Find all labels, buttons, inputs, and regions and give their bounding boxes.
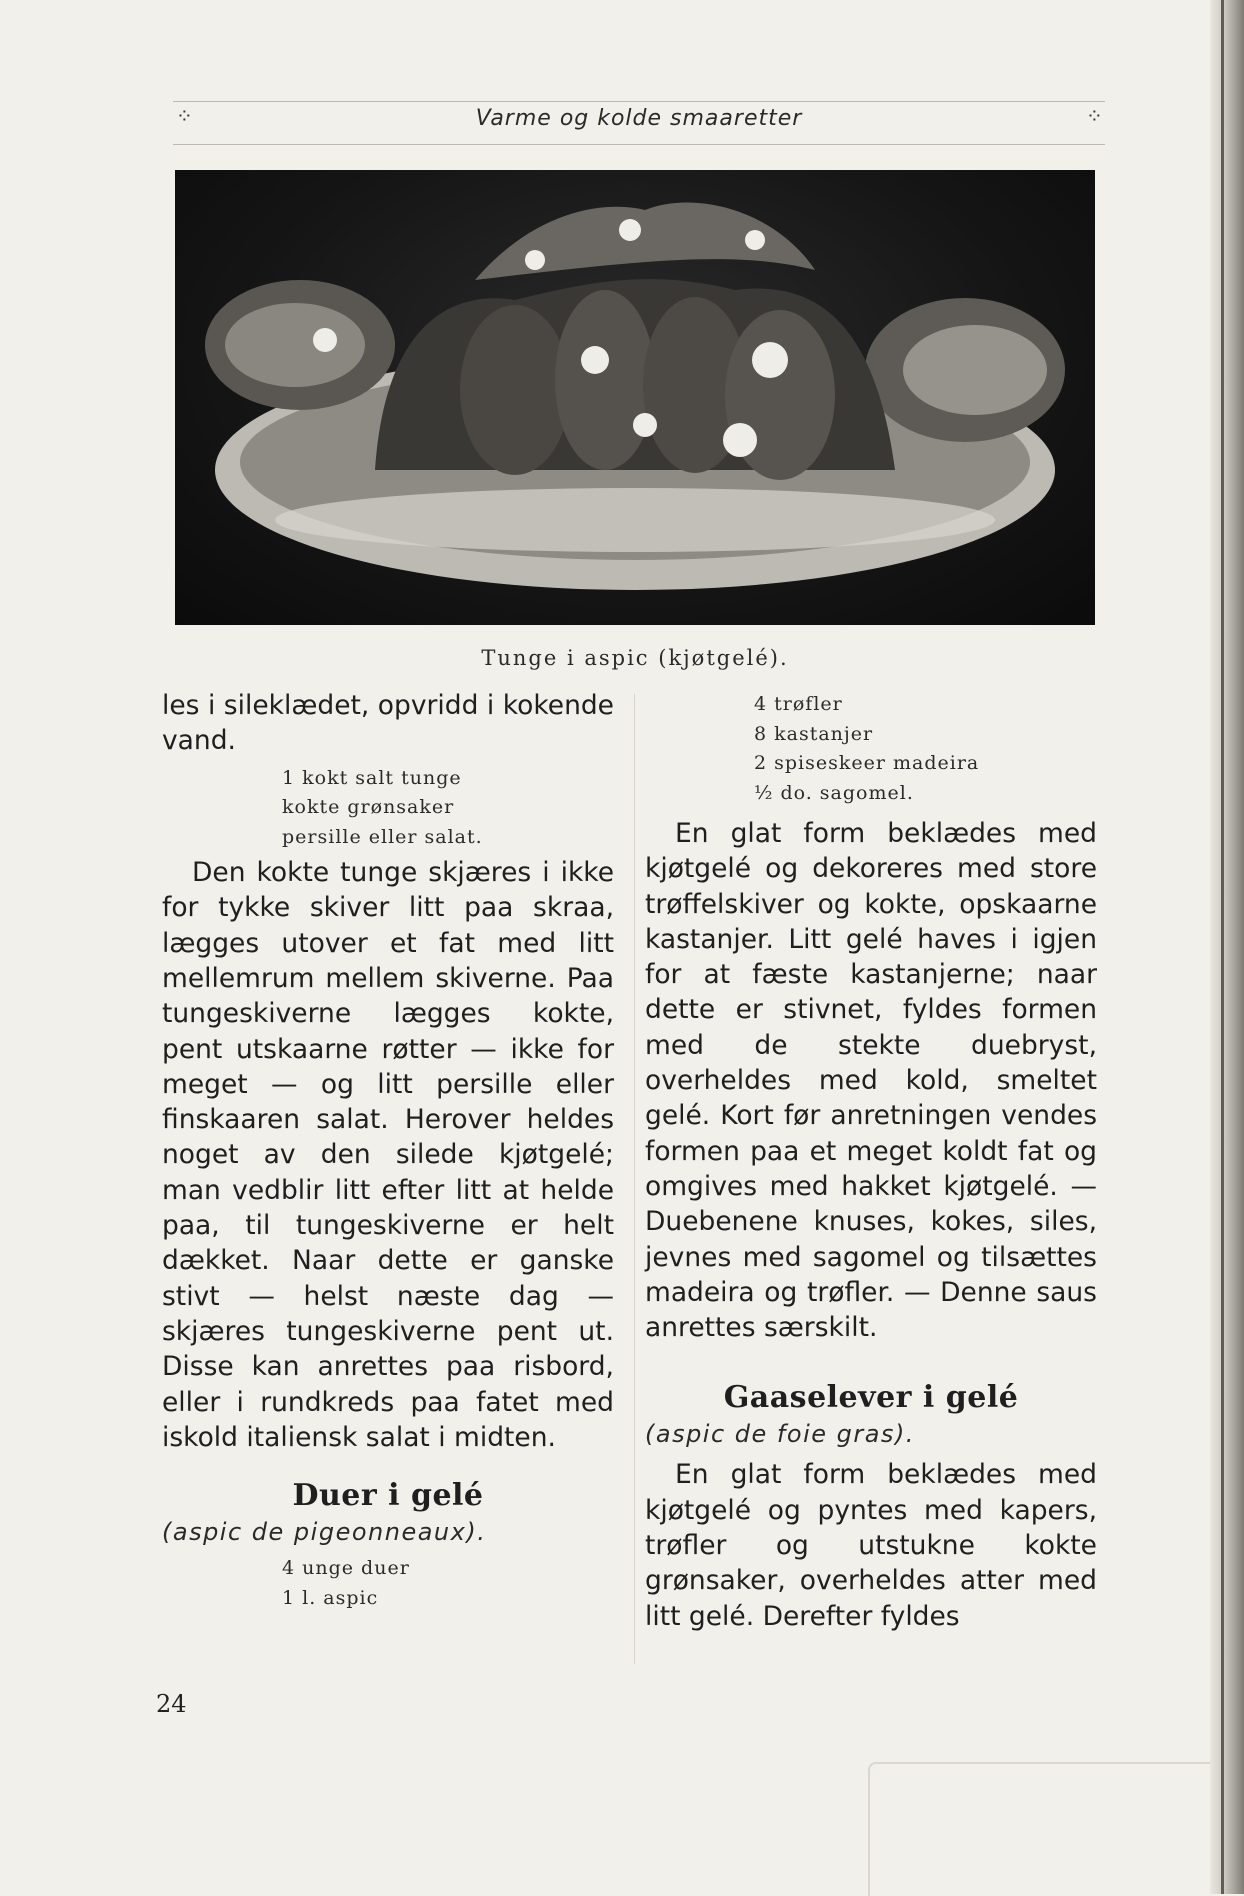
flower-decoration (745, 230, 765, 250)
figure-caption: Tunge i aspic (kjøtgelé). (481, 646, 789, 670)
column-divider (634, 694, 635, 1664)
book-spine-shadow (1210, 0, 1244, 1894)
left-column (162, 688, 614, 1616)
jelly-right-shine (903, 325, 1047, 415)
aspic-dish-illustration (175, 170, 1095, 625)
flower-decoration (313, 328, 337, 352)
platter-highlight (275, 488, 995, 552)
ingredient-item: 8 kastanjer (754, 722, 874, 745)
header-rule-top (173, 101, 1105, 102)
flower-decoration (723, 423, 757, 457)
jelly-left-shine (225, 303, 365, 387)
ingredient-item: ½ do. sagomel. (754, 781, 914, 804)
book-spine-edge (1221, 0, 1224, 1894)
continuation-text: les i sileklædet, opvridd i kokende vand. (162, 690, 614, 757)
ingredient-item: persille eller salat. (282, 825, 483, 848)
page-corner-mark (868, 1762, 1210, 1896)
ingredient-item: 1 l. aspic (282, 1586, 379, 1609)
page-number: 24 (156, 1690, 187, 1718)
flower-decoration (633, 413, 657, 437)
running-title: Varme og kolde smaaretter (475, 106, 803, 131)
dish-photograph (175, 170, 1095, 625)
duer-ingredients-list (162, 1554, 614, 1613)
header-rule-bottom (173, 144, 1105, 145)
section-subtitle-duer: (aspic de pigeonneaux). (162, 1518, 487, 1547)
duer-ingredients-continued (645, 690, 1097, 808)
ingredient-item: 1 kokt salt tunge (282, 766, 462, 789)
section-title-gaaselever: Gaaselever i gelé (723, 1380, 1019, 1416)
right-column (645, 688, 1097, 1634)
flower-decoration (581, 346, 609, 374)
ingredient-item: 2 spiseskeer madeira (754, 752, 980, 774)
ingredient-item: kokte grønsaker (282, 796, 455, 819)
tongue-slice (555, 290, 655, 470)
tongue-slice (460, 305, 570, 475)
section-title-duer: Duer i gelé (292, 1478, 484, 1514)
flower-decoration (525, 250, 545, 270)
tongue-ingredients-list (162, 764, 614, 853)
ingredient-item: 4 unge duer (282, 1557, 410, 1580)
ornament-left-icon: ⁘ (176, 104, 193, 128)
ingredient-item: 4 trøfler (754, 693, 843, 715)
flower-decoration (752, 342, 788, 378)
tongue-recipe-body: Den kokte tunge skjæres i ikke for tykke skiver litt paa skraa, lægges utover et fat med litt mellemrum mellem skiverne. Paa tungeskiverne lægges kokte, pent utskaarne røtter — ikke for meget — og litt persille eller finskaaren salat. Herover heldes noget av den silede kjøtgelé; man vedblir litt efter litt at helde paa, til tungeskiverne er helt dækket. Naar dette er ganske stivt — helst næste dag — skjæres tungeskiverne pent ut. Disse kan anrettes paa risbord, eller i rundkreds paa fatet med iskold italiensk salat i midten. (162, 857, 614, 1453)
duer-recipe-body: En glat form beklædes med kjøtgelé og dekoreres med store trøffelskiver og kokte, opskaarne kastanjer. Litt gelé haves i igjen for at fæste kastanjerne; naar dette er stivnet, fyldes formen med de stekte duebryst, overheldes med kold, smeltet gelé. Kort før anretningen vendes formen paa et meget koldt fat og omgives med hakket kjøtgelé. — Duebenene knuses, kokes, siles, jevnes med sagomel og tilsættes madeira og trøfler. — Denne saus anrettes særskilt. (645, 818, 1097, 1344)
section-subtitle-gaaselever: (aspic de foie gras). (645, 1420, 915, 1449)
ornament-right-icon: ⁘ (1086, 104, 1103, 128)
flower-decoration (619, 219, 641, 241)
gaaselever-recipe-body: En glat form beklædes med kjøtgelé og pyntes med kapers, trøfler og utstukne kokte grønsaker, overheldes atter med litt gelé. Derefter fyldes (645, 1459, 1097, 1632)
